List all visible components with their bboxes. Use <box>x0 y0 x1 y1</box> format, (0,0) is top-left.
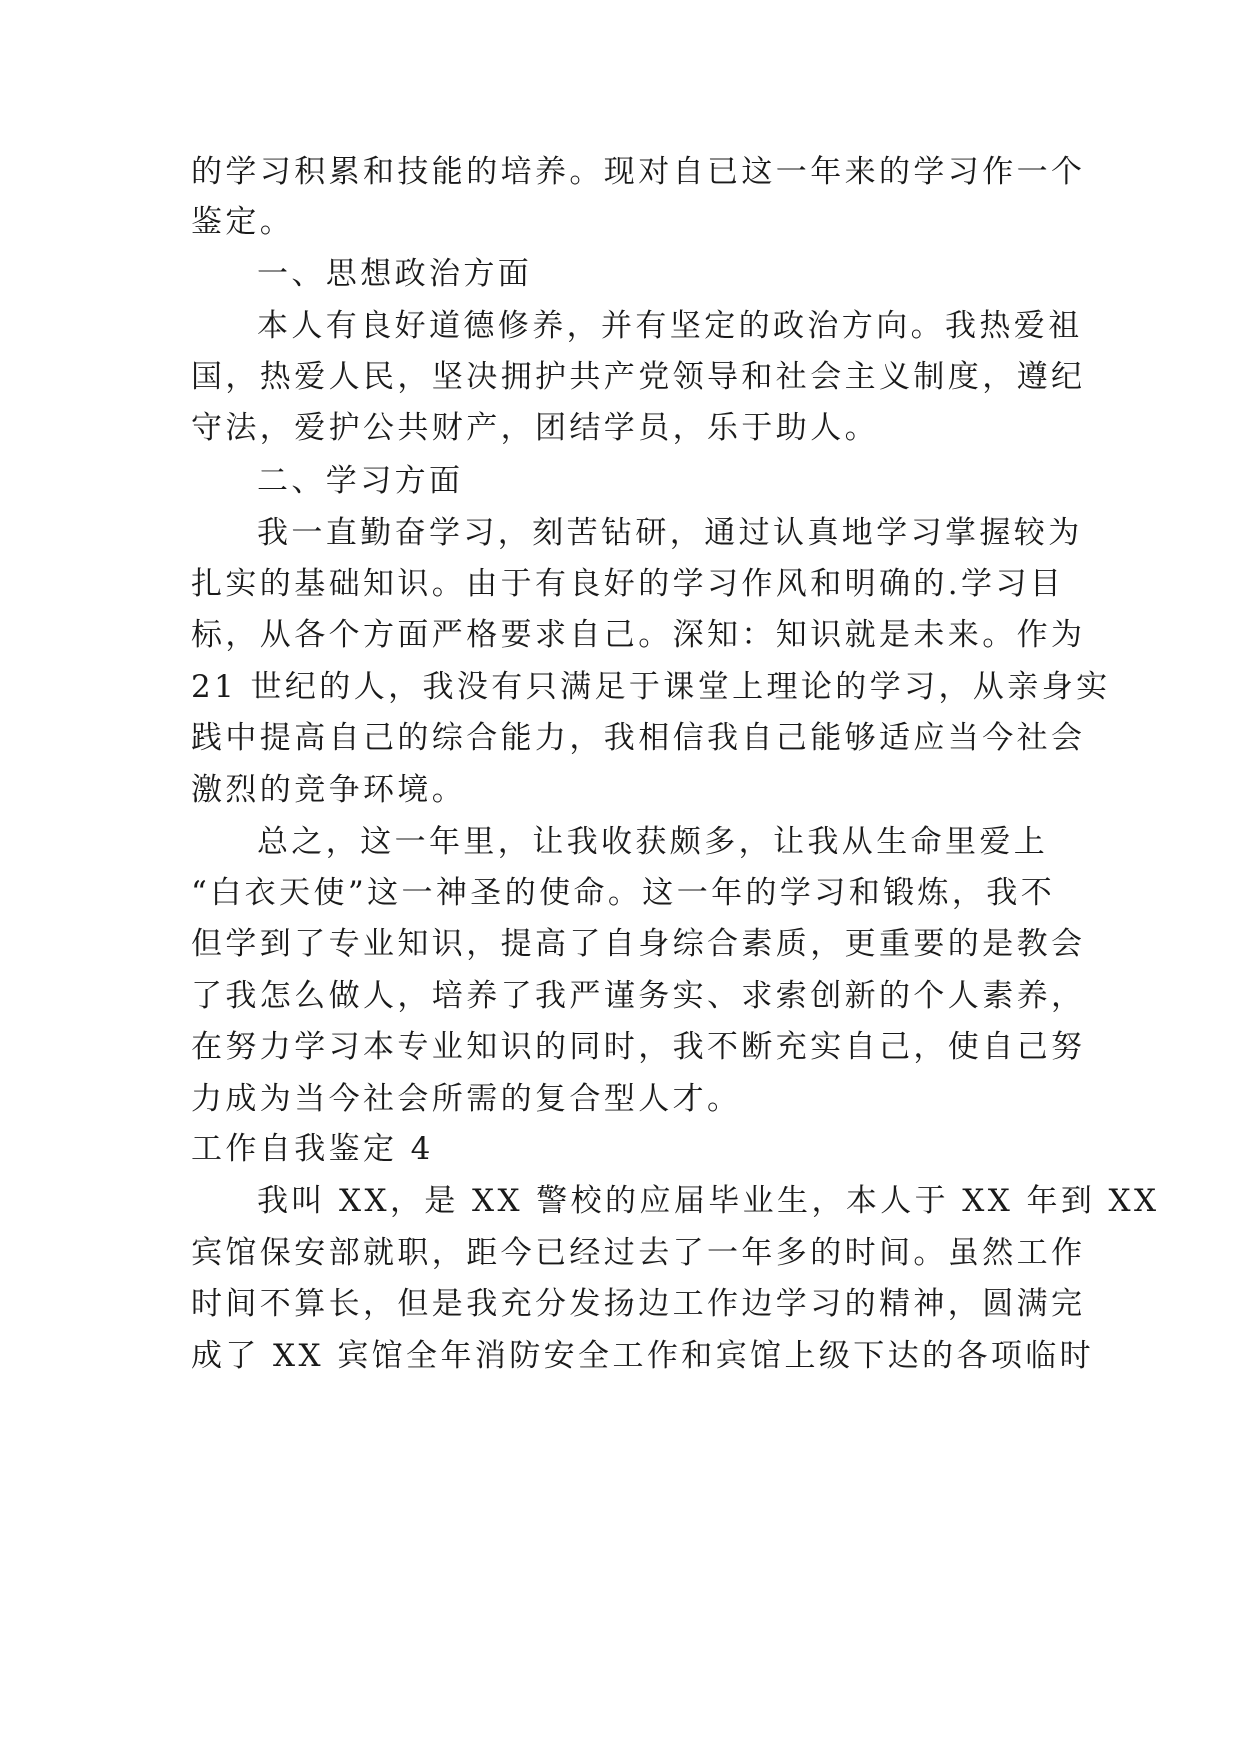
paragraph-line: 总之，这一年里，让我收获颇多，让我从生命里爱上 <box>257 824 1049 860</box>
paragraph-line: 国，热爱人民，坚决拥护共产党领导和社会主义制度，遵纪 <box>191 359 1086 395</box>
paragraph-line: 守法，爱护公共财产，团结学员，乐于助人。 <box>191 410 879 446</box>
paragraph-line: 我一直勤奋学习，刻苦钻研，通过认真地学习掌握较为 <box>257 515 1083 551</box>
paragraph-line: 但学到了专业知识，提高了自身综合素质，更重要的是教会 <box>191 926 1086 962</box>
paragraph-line: 成了 XX 宾馆全年消防安全工作和宾馆上级下达的各项临时 <box>191 1338 1095 1374</box>
section-title: 工作自我鉴定 4 <box>191 1131 434 1167</box>
paragraph-line: 21 世纪的人，我没有只满足于课堂上理论的学习，从亲身实 <box>191 669 1111 705</box>
paragraph-line: 宾馆保安部就职，距今已经过去了一年多的时间。虽然工作 <box>191 1235 1086 1271</box>
paragraph-line: 时间不算长，但是我充分发扬边工作边学习的精神，圆满完 <box>191 1286 1086 1322</box>
section-heading-study: 二、学习方面 <box>257 463 464 499</box>
paragraph-line: 标，从各个方面严格要求自己。深知：知识就是未来。作为 <box>191 617 1086 653</box>
paragraph-line: 的学习积累和技能的培养。现对自已这一年来的学习作一个 <box>191 154 1086 190</box>
paragraph-line: 鉴定。 <box>191 204 295 240</box>
paragraph-line: “白衣天使”这一神圣的使命。这一年的学习和锻炼，我不 <box>191 875 1056 911</box>
paragraph-line: 激烈的竞争环境。 <box>191 772 467 808</box>
paragraph-line: 在努力学习本专业知识的同时，我不断充实自己，使自己努 <box>191 1029 1086 1065</box>
paragraph-line: 扎实的基础知识。由于有良好的学习作风和明确的.学习目 <box>191 566 1065 602</box>
paragraph-line: 力成为当今社会所需的复合型人才。 <box>191 1081 742 1117</box>
paragraph-line: 本人有良好道德修养，并有坚定的政治方向。我热爱祖 <box>257 308 1083 344</box>
paragraph-line: 我叫 XX，是 XX 警校的应届毕业生，本人于 XX 年到 XX <box>257 1183 1160 1219</box>
paragraph-line: 了我怎么做人，培养了我严谨务实、求索创新的个人素养， <box>191 978 1086 1014</box>
paragraph-line: 践中提高自己的综合能力，我相信我自己能够适应当今社会 <box>191 720 1086 756</box>
section-heading-ideology: 一、思想政治方面 <box>257 256 533 292</box>
